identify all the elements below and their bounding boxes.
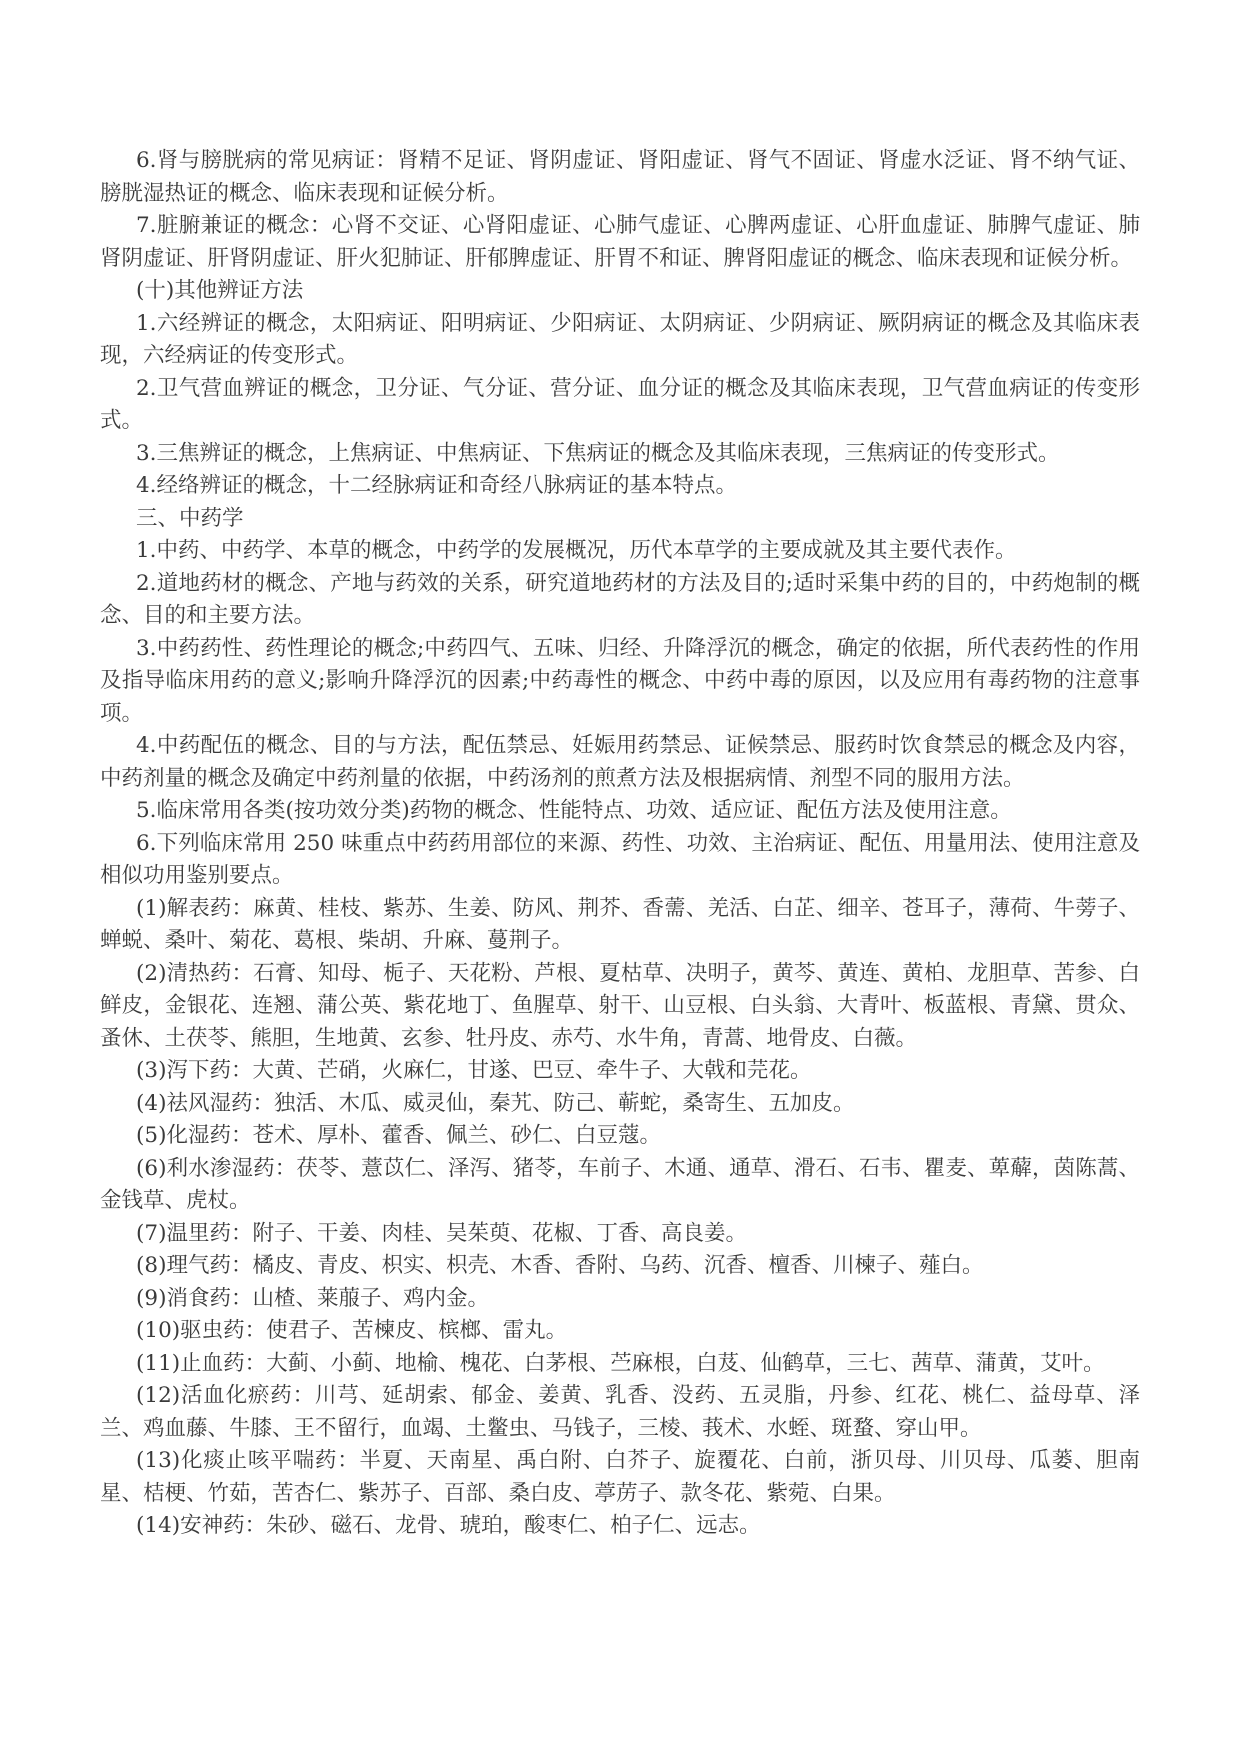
section-heading-other-differentiation-methods: (十)其他辨证方法 [136,278,304,303]
paragraph-category-5-damp-resolving: (5)化湿药：苍术、厚朴、藿香、佩兰、砂仁、白豆蔻。 [136,1123,661,1148]
paragraph-category-2-heat-clearing: (2)清热药：石膏、知母、栀子、天花粉、芦根、夏枯草、决明子，黄芩、黄连、黄柏、龙胆草、苦参、白鲜皮，金银花、连翘、蒲公英、紫花地丁、鱼腥草、射干、山豆根、白头翁、大青叶、板蓝根、青黛、贯众、蚤休、土茯苓、熊胆，生地黄、玄参、牡丹皮、赤芍、水牛角，青蒿、地骨皮、白薇。 [100,960,1140,1051]
paragraph-category-12-blood-activating: (12)活血化瘀药：川芎、延胡索、郁金、姜黄、乳香、没药、五灵脂，丹参、红花、桃仁、益母草、泽兰、鸡血藤、牛膝、王不留行，血竭、土鳖虫、马钱子，三棱、莪术、水蛭、斑蝥、穿山甲。 [100,1383,1140,1441]
paragraph-category-9-digestive: (9)消食药：山楂、莱菔子、鸡内金。 [136,1285,489,1311]
paragraph-zangfu-combined-syndromes: 7.脏腑兼证的概念：心肾不交证、心肾阳虚证、心肺气虚证、心脾两虚证、心肝血虚证、肺脾气虚证、肺肾阴虚证、肝肾阴虚证、肝火犯肺证、肝郁脾虚证、肝胃不和证、脾肾阳虚证的概念、临床表现和证候分析。 [100,213,1140,271]
paragraph-category-4-wind-damp-dispelling: (4)祛风湿药：独活、木瓜、威灵仙，秦艽、防己、蕲蛇，桑寄生、五加皮。 [136,1090,855,1116]
paragraph-cmm-concepts: 1.中药、中药学、本草的概念，中药学的发展概况，历代本草学的主要成就及其主要代表作。 [136,538,1017,563]
paragraph-category-14-sedative: (14)安神药：朱砂、磁石、龙骨、琥珀，酸枣仁、柏子仁、远志。 [136,1513,761,1538]
paragraph-meridian-differentiation: 4.经络辨证的概念，十二经脉病证和奇经八脉病证的基本特点。 [136,473,738,498]
section-heading-chinese-materia-medica: 三、中药学 [136,505,244,531]
paragraph-250-key-herbs: 6.下列临床常用 250 味重点中药药用部位的来源、药性、功效、主治病证、配伍、用量用法、使用注意及相似功用鉴别要点。 [100,830,1140,888]
paragraph-category-7-interior-warming: (7)温里药：附子、干姜、肉桂、吴茱萸、花椒、丁香、高良姜。 [136,1220,747,1246]
paragraph-weiqiyingxue-differentiation: 2.卫气营血辨证的概念，卫分证、气分证、营分证、血分证的概念及其临床表现，卫气营血病证的传变形式。 [100,375,1140,433]
paragraph-herb-properties: 3.中药药性、药性理论的概念;中药四气、五味、归经、升降浮沉的概念，确定的依据，所代表药性的作用及指导临床用药的意义;影响升降浮沉的因素;中药毒性的概念、中药中毒的原因，以及应用有毒药物的注意事项。 [100,635,1140,726]
paragraph-six-meridian-differentiation: 1.六经辨证的概念，太阳病证、阳明病证、少阳病证、太阴病证、少阴病证、厥阴病证的概念及其临床表现，六经病证的传变形式。 [100,310,1140,368]
paragraph-compatibility-contraindications: 4.中药配伍的概念、目的与方法，配伍禁忌、妊娠用药禁忌、证候禁忌、服药时饮食禁忌的概念及内容，中药剂量的概念及确定中药剂量的依据，中药汤剂的煎煮方法及根据病情、剂型不同的服用方法。 [100,733,1140,791]
paragraph-clinical-categories: 5.临床常用各类(按功效分类)药物的概念、性能特点、功效、适应证、配伍方法及使用注意。 [136,798,1012,823]
paragraph-sanjiao-differentiation: 3.三焦辨证的概念，上焦病证、中焦病证、下焦病证的概念及其临床表现，三焦病证的传变形式。 [136,440,1060,466]
paragraph-category-13-phlegm-cough-asthma: (13)化痰止咳平喘药：半夏、天南星、禹白附、白芥子、旋覆花、白前，浙贝母、川贝母、瓜蒌、胆南星、桔梗、竹茹，苦杏仁、紫苏子、百部、桑白皮、葶苈子、款冬花、紫菀、白果。 [100,1448,1140,1506]
paragraph-daodi-herbs: 2.道地药材的概念、产地与药效的关系，研究道地药材的方法及目的;适时采集中药的目的，中药炮制的概念、目的和主要方法。 [100,570,1140,628]
paragraph-category-1-exterior-releasing: (1)解表药：麻黄、桂枝、紫苏、生姜、防风、荆芥、香薷、羌活、白芷、细辛、苍耳子，薄荷、牛蒡子、蝉蜕、桑叶、菊花、葛根、柴胡、升麻、蔓荆子。 [100,895,1140,953]
paragraph-category-3-purgative: (3)泻下药：大黄、芒硝，火麻仁，甘遂、巴豆、牵牛子、大戟和芫花。 [136,1058,812,1083]
paragraph-category-6-diuretic: (6)利水渗湿药：茯苓、薏苡仁、泽泻、猪苓，车前子、木通、通草、滑石、石韦、瞿麦、萆薢，茵陈蒿、金钱草、虎杖。 [100,1155,1140,1213]
paragraph-category-8-qi-regulating: (8)理气药：橘皮、青皮、枳实、枳壳、木香、香附、乌药、沉香、檀香、川楝子、薤白。 [136,1253,984,1278]
paragraph-category-11-hemostatic: (11)止血药：大蓟、小蓟、地榆、槐花、白茅根、苎麻根，白芨、仙鹤草，三七、茜草、蒲黄，艾叶。 [136,1350,1105,1376]
paragraph-kidney-bladder-syndromes: 6.肾与膀胱病的常见病证：肾精不足证、肾阴虚证、肾阳虚证、肾气不固证、肾虚水泛证、肾不纳气证、膀胱湿热证的概念、临床表现和证候分析。 [100,148,1140,206]
paragraph-category-10-anthelmintic: (10)驱虫药：使君子、苦楝皮、槟榔、雷丸。 [136,1318,568,1343]
